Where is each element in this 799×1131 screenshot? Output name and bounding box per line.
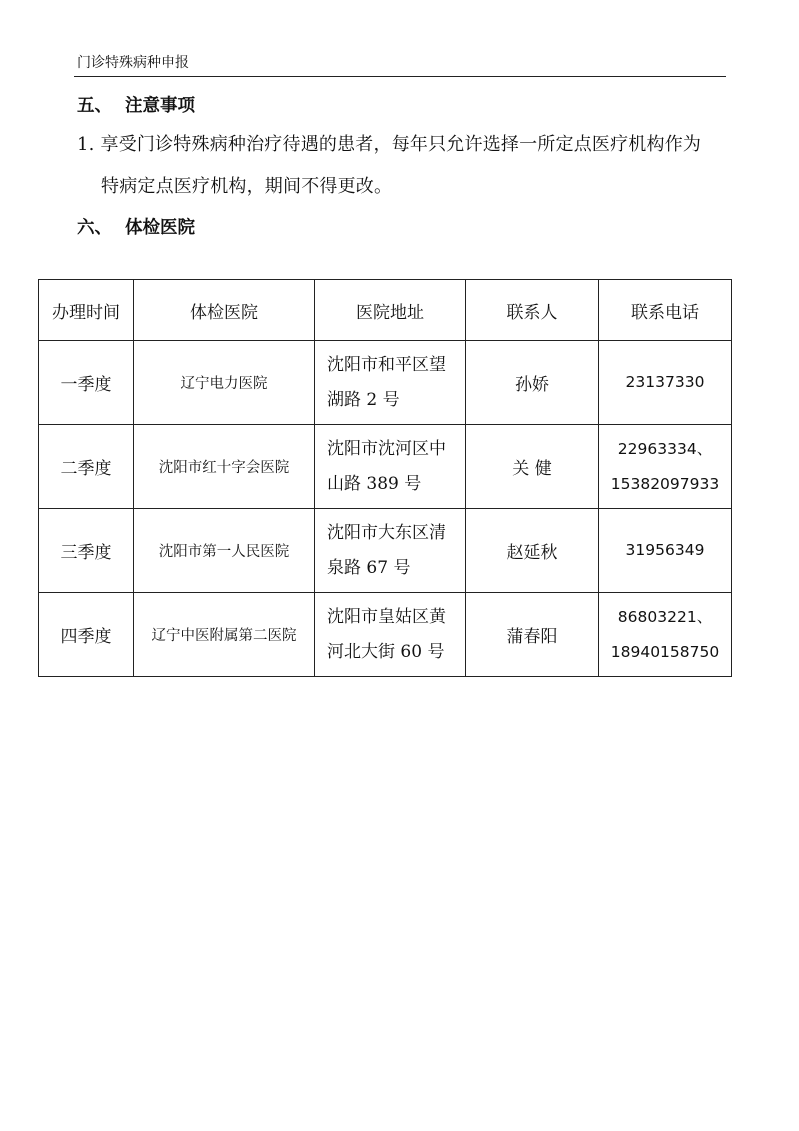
table-header-row — [39, 280, 732, 341]
column-header: 联系电话 — [599, 280, 732, 341]
address-line: 沈阳市和平区望 — [327, 354, 446, 375]
phone-cell — [599, 593, 732, 677]
section-heading-notes — [77, 92, 195, 117]
section-heading-hospitals — [77, 214, 195, 239]
period-cell: 一季度 — [39, 341, 134, 425]
section-title: 注意事项 — [125, 96, 195, 116]
address-line: 湖路 2 号 — [327, 389, 400, 410]
column-header: 体检医院 — [134, 280, 315, 341]
page-header-title: 门诊特殊病种申报 — [77, 55, 189, 71]
table-row — [39, 425, 732, 509]
section-number: 六、 — [77, 218, 112, 238]
column-header: 医院地址 — [315, 280, 466, 341]
note-line-2: 特病定点医疗机构，期间不得更改。 — [101, 176, 393, 197]
address-cell — [315, 593, 466, 677]
phone-number: 86803221、 — [617, 607, 713, 626]
section-number: 五、 — [77, 96, 112, 116]
header-divider — [74, 76, 726, 77]
hospital-cell: 沈阳市第一人民医院 — [134, 509, 315, 593]
hospital-cell: 沈阳市红十字会医院 — [134, 425, 315, 509]
phone-number: 22963334、 — [617, 439, 713, 458]
phone-number: 15382097933 — [610, 474, 720, 493]
address-cell — [315, 425, 466, 509]
address-line: 山路 389 号 — [327, 473, 422, 494]
phone-cell — [599, 509, 732, 593]
period-cell: 二季度 — [39, 425, 134, 509]
address-line: 沈阳市皇姑区黄 — [327, 606, 446, 627]
contact-cell: 赵延秋 — [466, 509, 599, 593]
address-line: 沈阳市沈河区中 — [327, 438, 446, 459]
address-cell — [315, 509, 466, 593]
address-line: 河北大街 60 号 — [327, 641, 445, 662]
contact-cell: 蒲春阳 — [466, 593, 599, 677]
address-line: 泉路 67 号 — [327, 557, 411, 578]
phone-cell — [599, 425, 732, 509]
phone-number: 18940158750 — [610, 642, 720, 661]
contact-cell: 关 健 — [466, 425, 599, 509]
table-row — [39, 509, 732, 593]
period-cell: 三季度 — [39, 509, 134, 593]
section-title: 体检医院 — [125, 218, 195, 238]
column-header: 联系人 — [466, 280, 599, 341]
period-cell: 四季度 — [39, 593, 134, 677]
hospital-table — [38, 279, 732, 677]
column-header: 办理时间 — [39, 280, 134, 341]
hospital-cell: 辽宁电力医院 — [134, 341, 315, 425]
note-line-1: 1. 享受门诊特殊病种治疗待遇的患者，每年只允许选择一所定点医疗机构作为 — [77, 134, 702, 155]
address-cell — [315, 341, 466, 425]
table-row — [39, 341, 732, 425]
table-row — [39, 593, 732, 677]
contact-cell: 孙娇 — [466, 341, 599, 425]
phone-number: 31956349 — [625, 541, 705, 559]
phone-number: 23137330 — [625, 373, 705, 391]
phone-cell — [599, 341, 732, 425]
address-line: 沈阳市大东区清 — [327, 522, 446, 543]
hospital-cell: 辽宁中医附属第二医院 — [134, 593, 315, 677]
